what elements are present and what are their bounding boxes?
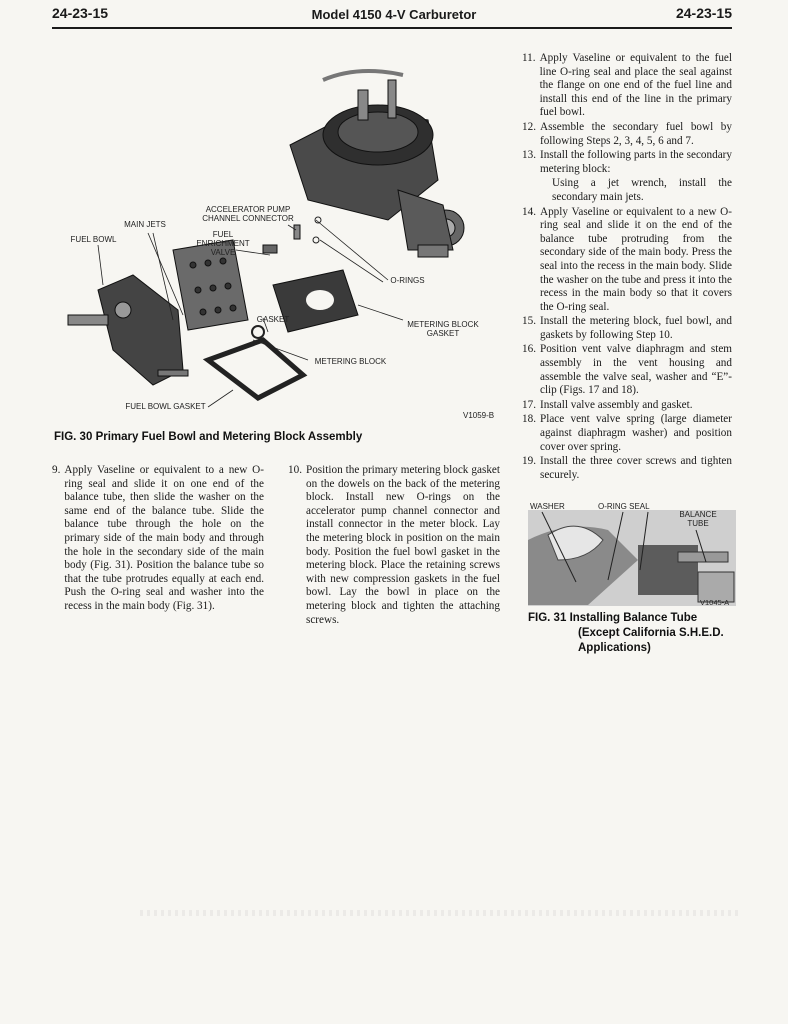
step-text: Apply Vaseline or equivalent to a new O-ring seal and slide it on the end of the balance tube protruding from the secondary side of the main body. Press the seal into the recess in the main body. Slide the washer on the tube and press it into the recess in the main body so that it covers the O-ring seal. [539,205,732,313]
label-metering-block: METERING BLOCK [314,357,387,366]
step-text: Install valve assembly and gasket. [539,398,693,411]
page-number-right: 24-23-15 [675,5,732,21]
column-right [522,52,732,483]
step-item [288,464,500,627]
bleed-through-text [140,910,740,916]
label-balance-tube: BALANCE TUBE [679,510,717,528]
figure-31-caption [528,611,738,656]
column-left [52,464,264,615]
label-fuel-enrichment-valve: FUEL ENRICHMENT VALVE [196,230,250,257]
step-text: Position vent valve diaphragm and stem assembly in the vent housing and assemble the valve seal, washer and “E”-clip (Figs. 17 and 18). [539,343,732,397]
figure-31-caption-line1: FIG. 31 Installing Balance Tube [528,612,698,624]
step-item [52,464,264,614]
figure-31-photo [528,500,736,608]
step-item [522,206,732,315]
figure-code: V1059-B [463,411,495,420]
step-number: 16. [522,343,536,356]
step-text: Install the following parts in the secondary metering block: [539,149,732,175]
step-text: Install the three cover screws and tighten securely. [539,455,732,481]
label-accelerator-pump-connector: ACCELERATOR PUMP CHANNEL CONNECTOR [202,205,294,223]
step-text: Install the metering block, fuel bowl, and gaskets by following Step 10. [539,315,732,341]
page-number-left: 24-23-15 [52,5,109,21]
label-fuel-bowl-gasket: FUEL BOWL GASKET [125,402,206,411]
figure-31-code: V1045-A [700,598,730,607]
step-number: 19. [522,455,536,468]
label-o-ring-seal: O-RING SEAL [598,502,650,511]
carburetor-exploded-drawing [58,50,510,430]
step-number: 10. [288,464,302,476]
step-number: 15. [522,315,536,328]
step-item [522,399,732,413]
figure-30-number: FIG. 30 [54,431,93,443]
step-text: Apply Vaseline or equivalent to the fuel line O-ring seal and place the seal against the flange on one end of the fuel line and install this end of the line in the primary fuel bowl. [539,52,732,119]
label-main-jets: MAIN JETS [124,220,166,229]
step-number: 14. [522,205,536,218]
figure-30-illustration [58,50,510,430]
step-text: Apply Vaseline or equivalent to a new O-ring seal and slide it on one end of the balance tube, then slide the washer on the same end of the balance tube. Slide the balance tube through the hole on the primary side of the main body and through the hole in the secondary side of the main body (Fig. 31). Position the balance tube so that the tube protrudes equally at each end. Push the O-ring seal and washer into the recess in the main body (Fig. 31). [64,464,264,612]
step-item [522,455,732,482]
step-item [522,149,732,176]
step-text: Assemble the secondary fuel bowl by following Steps 2, 3, 4, 5, 6 and 7. [539,120,732,147]
step-item [522,121,732,148]
label-fuel-bowl: FUEL BOWL [70,235,117,244]
figure-31-caption-line3: Applications) [578,642,651,654]
figure-31-caption-line2: (Except California S.H.E.D. [578,627,724,639]
step-text: Position the primary metering block gasket on the dowels on the back of the metering block. Install new O-rings on the accelerator pump channel connector and install connector in the meter block. Lay the metering block in position on the main body. Position the fuel bowl gasket in the metering block. Place the retaining screws with new compression gaskets in the fuel bowl. Lay the bowl in place on the metering block and tighten the attaching screws. [305,464,500,626]
step-number: 18. [522,413,536,426]
step-number: 13. [522,149,536,162]
step-item [522,315,732,342]
figure-30-caption [54,431,362,443]
header-rule [52,27,732,29]
step-number: 12. [522,120,536,133]
step-item [522,52,732,120]
step-number: 17. [522,398,536,411]
step-text: Place vent valve spring (large diameter against diaphragm washer) and position cover over spring. [539,413,732,453]
label-washer: WASHER [530,502,565,511]
step-number: 9. [52,464,61,476]
step-item [522,343,732,397]
step-number: 11. [522,52,536,64]
step-item [522,413,732,454]
label-o-rings: O-RINGS [390,276,425,285]
step-subtext: Using a jet wrench, install the secondary main jets. [552,177,732,203]
label-gasket: GASKET [256,315,290,324]
figure-30-title: Primary Fuel Bowl and Metering Block Assembly [95,431,363,443]
column-middle [288,464,500,628]
label-metering-block-gasket: METERING BLOCK GASKET [407,320,479,338]
page-title: Model 4150 4-V Carburetor [311,7,477,22]
